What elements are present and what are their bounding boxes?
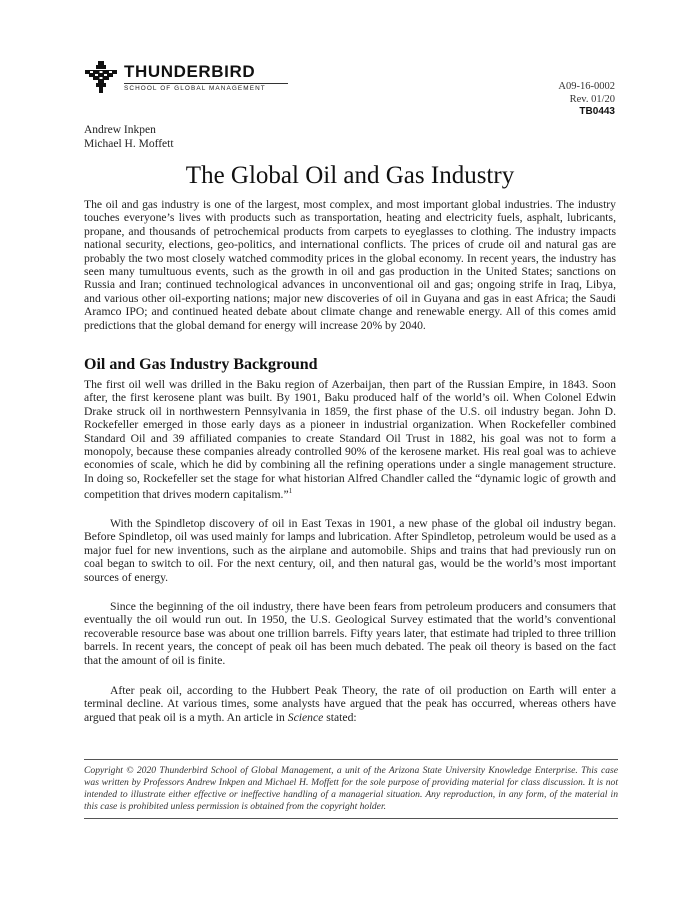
author-name: Andrew Inkpen bbox=[84, 124, 156, 136]
intro-paragraph: The oil and gas industry is one of the largest, most complex, and most important global industries. The industry touches everyone’s lives with products such as transportation, heating and electricity fuels, asphalt, lubricants, propane, and thousands of petrochemical products from carpets to eyeglasses to clothing. The industry impacts national security, elections, geo-politics, and international conflicts. The prices of crude oil and natural gas are probably the two most closely watched commodity prices in the global economy. In recent years, the industry has seen many tumultuous events, such as the growth in oil and gas production in the United States; sanctions on Russia and Iran; continued technological advances in unconventional oil and gas; ongoing strife in Iraq, Libya, and various other oil-exporting nations; major new discoveries of oil in Guyana and gas in east Africa; the Saudi Aramco IPO; and continued heated debate about climate change and renewable energy. All of this comes amid predictions that the global demand for energy will increase 20% by 2040. bbox=[84, 198, 616, 332]
case-info bbox=[558, 81, 615, 119]
thunderbird-emblem-icon bbox=[84, 60, 118, 94]
authors bbox=[84, 124, 174, 151]
footer-top-divider bbox=[84, 759, 618, 760]
paragraph-1-text: The first oil well was drilled in the Baku region of Azerbaijan, then part of the Russian Empire, in 1843. Soon after, the first kerosene plant was built. By 1901, Baku produced half of the world’s oil. When Colonel Edwin Drake struck oil in northwestern Pennsylvania in 1859, the first phase of the U.S. oil industry began. John D. Rockefeller emerged in those early days as a pioneer in industrial organization. When Rockefeller combined Standard Oil and 39 affiliated companies to create Standard Oil Trust in 1882, his goal was not to form a monopoly, because these companies already controlled 90% of the kerosene market. His real goal was to achieve economies of scale, which he did by combining all the refining operations under a single management structure. In doing so, Rockefeller set the stage for what historian Alfred Chandler called the “dynamic logic of growth and competition that drives modern capitalism.” bbox=[84, 378, 616, 502]
logo-subtitle: SCHOOL OF GLOBAL MANAGEMENT bbox=[124, 85, 266, 92]
journal-name: Science bbox=[287, 710, 324, 724]
paragraph-4 bbox=[84, 684, 616, 724]
section-heading: Oil and Gas Industry Background bbox=[84, 356, 318, 373]
paragraph-4-end: stated: bbox=[326, 710, 357, 724]
case-code: TB0443 bbox=[579, 106, 615, 117]
paragraph-2: With the Spindletop discovery of oil in East Texas in 1901, a new phase of the global oil industry began. Before Spindletop, oil was used mainly for lamps and lubrication. After Spindletop, petroleum would be used as a major fuel for new inventions, such as the airplane and automobile. Ships and trains that had previously run on coal began to switch to oil. For the next century, oil, and then natural gas, would be the world’s most important sources of energy. bbox=[84, 517, 616, 584]
copyright-notice: Copyright © 2020 Thunderbird School of Global Management, a unit of the Arizona State University Knowledge Enterprise. This case was written by Professors Andrew Inkpen and Michael H. Moffett for the sole purpose of providing material for class discussion. It is not intended to illustrate either effective or ineffective handling of a managerial situation. Any reproduction, in any form, of the material in this case is prohibited unless permission is obtained from the copyright holder. bbox=[84, 765, 618, 812]
paragraph-1 bbox=[84, 378, 616, 502]
footnote-marker: 1 bbox=[288, 487, 293, 496]
case-number: A09-16-0002 bbox=[558, 81, 615, 92]
logo-name: THUNDERBIRD bbox=[124, 62, 256, 81]
revision: Rev. 01/20 bbox=[569, 93, 615, 105]
author-name: Michael H. Moffett bbox=[84, 137, 174, 150]
page-title: The Global Oil and Gas Industry bbox=[185, 162, 515, 189]
footer-bottom-divider bbox=[84, 818, 618, 819]
paragraph-3: Since the beginning of the oil industry, there have been fears from petroleum producers and consumers that eventually the oil would run out. In 1950, the U.S. Geological Survey estimated that the world’s conventional recoverable resource base was about one trillion barrels. Fifty years later, that estimate had tripled to three trillion barrels. In recent years, the concept of peak oil has been much debated. The peak oil theory is based on the fact that the amount of oil is finite. bbox=[84, 600, 616, 667]
paragraph-4-text: After peak oil, according to the Hubbert Peak Theory, the rate of oil production on Earth will enter a terminal decline. At various times, some analysts have argued that the peak has occurred, whereas others have argued that peak oil is a myth. An article in bbox=[84, 684, 616, 724]
logo-divider bbox=[124, 83, 288, 84]
